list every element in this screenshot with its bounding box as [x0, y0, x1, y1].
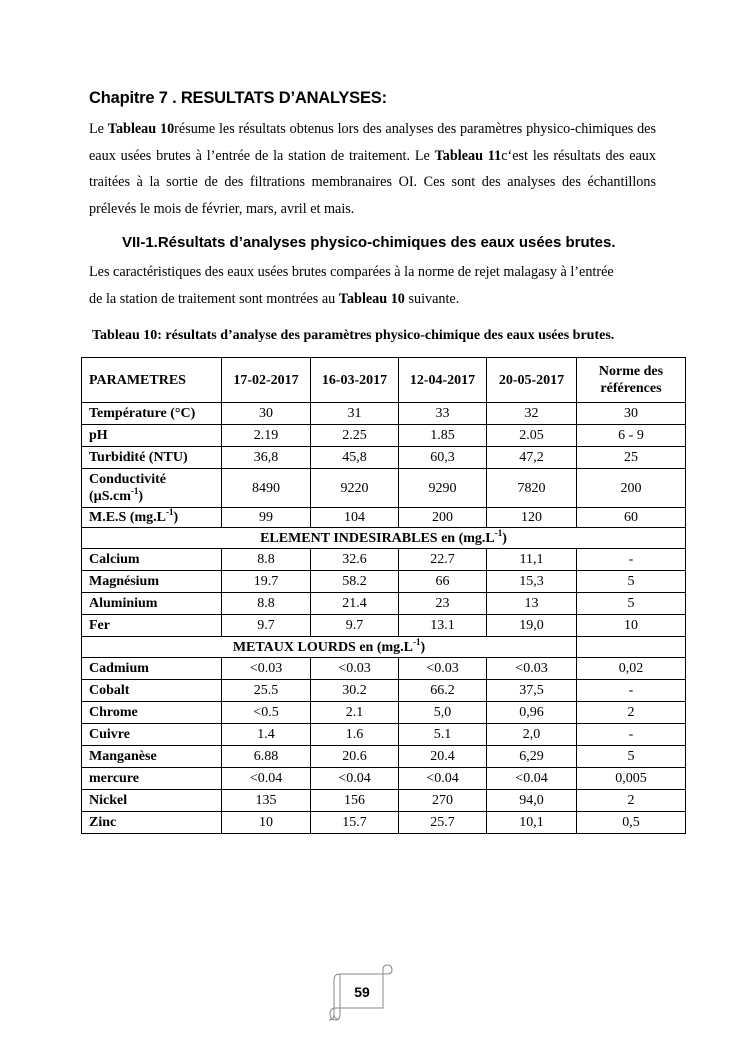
row-label: mercure: [82, 768, 222, 790]
page-number: 59: [354, 984, 370, 1000]
table-cell: 1.85: [399, 425, 487, 447]
row-label: Cadmium: [82, 658, 222, 680]
table-cell: 270: [399, 790, 487, 812]
table-cell: 200: [399, 508, 487, 528]
table-cell: 1.6: [311, 724, 399, 746]
row-label: Température (°C): [82, 403, 222, 425]
table-cell: 66.2: [399, 680, 487, 702]
table-cell: 120: [487, 508, 577, 528]
table-cell: 9220: [311, 469, 399, 508]
table-cell: 25.7: [399, 812, 487, 834]
table-cell: 66: [399, 571, 487, 593]
table-cell: 0,02: [577, 658, 686, 680]
table-cell: 7820: [487, 469, 577, 508]
table-cell: 6,29: [487, 746, 577, 768]
table-cell: 30: [222, 403, 311, 425]
table-cell: 5: [577, 746, 686, 768]
table-cell: 30.2: [311, 680, 399, 702]
table-cell: <0.03: [487, 658, 577, 680]
table-cell: 60: [577, 508, 686, 528]
table-cell: 8490: [222, 469, 311, 508]
table-cell: 32: [487, 403, 577, 425]
table-cell: 45,8: [311, 447, 399, 469]
table-cell: 5: [577, 593, 686, 615]
row-label: M.E.S $(mg.L^{-1})$: [82, 508, 222, 528]
table-cell: 11,1: [487, 549, 577, 571]
table-cell: 15,3: [487, 571, 577, 593]
row-label: pH: [82, 425, 222, 447]
table-caption: Tableau 10: résultats d’analyse des paramètres physico-chimique des eaux usées brutes.: [92, 328, 615, 343]
group1-body: [82, 403, 686, 469]
header-cell: Norme des références: [577, 358, 686, 403]
table-cell: 5,0: [399, 702, 487, 724]
table-cell: -: [577, 724, 686, 746]
table-cell: 32.6: [311, 549, 399, 571]
table-cell: 23: [399, 593, 487, 615]
table-cell: 94,0: [487, 790, 577, 812]
results-table: [81, 357, 686, 834]
table-cell: 5.1: [399, 724, 487, 746]
table-row: [82, 746, 686, 768]
section-row-element-indesirables: [82, 528, 686, 549]
section-paragraph: [89, 259, 656, 312]
table-cell: 21.4: [311, 593, 399, 615]
header-cell: 17-02-2017: [222, 358, 311, 403]
row-label: Cuivre: [82, 724, 222, 746]
header-cell: 20-05-2017: [487, 358, 577, 403]
table-cell: 2.1: [311, 702, 399, 724]
table-cell: 33: [399, 403, 487, 425]
table-cell: 31: [311, 403, 399, 425]
table-cell: 15.7: [311, 812, 399, 834]
row-label: Chrome: [82, 702, 222, 724]
table-cell: 10: [577, 615, 686, 637]
section-line-2: de la station de traitement sont montrées au Tableau 10 suivante.: [89, 290, 460, 307]
table-cell: 6.88: [222, 746, 311, 768]
table-cell: 2.25: [311, 425, 399, 447]
table-cell: 10,1: [487, 812, 577, 834]
table-cell: 20.6: [311, 746, 399, 768]
intro-paragraph: Le Tableau 10résume les résultats obtenus lors des analyses des paramètres physico-chimiques des eaux usées brutes à l’entrée de la station de traitement. Le Tableau 11c‘est les résultats des eaux traitées à la sortie de des filtrations membranaires OI. Ces sont des analyses des échantillons prélevés le mois de février, mars, avril et mais.: [89, 121, 656, 217]
group3-body: [82, 658, 686, 834]
table-cell: 8.8: [222, 549, 311, 571]
section-title: VII-1.Résultats d’analyses physico-chimiques des eaux usées brutes.: [122, 234, 616, 251]
section-empty-cell: [577, 637, 686, 658]
table-cell: 47,2: [487, 447, 577, 469]
table-cell: 22.7: [399, 549, 487, 571]
table-cell: <0.03: [222, 658, 311, 680]
table-cell: 200: [577, 469, 686, 508]
table-cell: 156: [311, 790, 399, 812]
table-row: [82, 724, 686, 746]
table-header-row: [82, 358, 686, 403]
header-cell: 16-03-2017: [311, 358, 399, 403]
table-row: [82, 593, 686, 615]
row-label: Cobalt: [82, 680, 222, 702]
table-row: [82, 812, 686, 834]
table-row: [82, 768, 686, 790]
table-row: [82, 549, 686, 571]
table-cell: 2: [577, 702, 686, 724]
table-cell: 2: [577, 790, 686, 812]
table-cell: 9.7: [311, 615, 399, 637]
table-cell: 20.4: [399, 746, 487, 768]
table-row: [82, 403, 686, 425]
table-cell: -: [577, 549, 686, 571]
row-label: Magnésium: [82, 571, 222, 593]
table-cell: <0.04: [399, 768, 487, 790]
section-line-1: Les caractéristiques des eaux usées brutes comparées à la norme de rejet malagasy à l’entrée: [89, 264, 614, 280]
table-row: [82, 702, 686, 724]
row-label: Fer: [82, 615, 222, 637]
table-cell: 0,5: [577, 812, 686, 834]
section-row-metaux-lourds: [82, 637, 686, 658]
table-cell: 99: [222, 508, 311, 528]
table-row: [82, 790, 686, 812]
table-cell: 10: [222, 812, 311, 834]
table-cell: 1.4: [222, 724, 311, 746]
table-cell: <0.04: [222, 768, 311, 790]
table-row: [82, 615, 686, 637]
table-cell: 60,3: [399, 447, 487, 469]
table-cell: 0,005: [577, 768, 686, 790]
table-cell: 0,96: [487, 702, 577, 724]
row-label: Turbidité (NTU): [82, 447, 222, 469]
table-cell: 2.05: [487, 425, 577, 447]
table-cell: 6 - 9: [577, 425, 686, 447]
table-cell: 37,5: [487, 680, 577, 702]
table-cell: 13: [487, 593, 577, 615]
table-cell: 19,0: [487, 615, 577, 637]
table-row: [82, 469, 686, 508]
table-cell: <0.03: [311, 658, 399, 680]
table-cell: <0.04: [487, 768, 577, 790]
table-row: [82, 508, 686, 528]
row-label: Aluminium: [82, 593, 222, 615]
table-cell: 135: [222, 790, 311, 812]
table-row: [82, 571, 686, 593]
table-cell: 104: [311, 508, 399, 528]
table-cell: 8.8: [222, 593, 311, 615]
table-row: [82, 658, 686, 680]
table-row: [82, 447, 686, 469]
row-label: Calcium: [82, 549, 222, 571]
table-cell: 30: [577, 403, 686, 425]
section-heading: ELEMENT INDESIRABLES en $(mg.L^{-1})$: [82, 528, 686, 549]
section-heading: METAUX LOURDS en $(mg.L^{-1})$: [82, 637, 577, 658]
table-cell: 19.7: [222, 571, 311, 593]
row-label: Manganèse: [82, 746, 222, 768]
group2-body: [82, 549, 686, 637]
table-cell: 58.2: [311, 571, 399, 593]
table-cell: <0.04: [311, 768, 399, 790]
table-cell: 9290: [399, 469, 487, 508]
table-cell: 36,8: [222, 447, 311, 469]
table-cell: -: [577, 680, 686, 702]
table-cell: 9.7: [222, 615, 311, 637]
table-cell: 2.19: [222, 425, 311, 447]
table-cell: 2,0: [487, 724, 577, 746]
table-row: [82, 680, 686, 702]
header-cell: PARAMETRES: [82, 358, 222, 403]
header-cell: 12-04-2017: [399, 358, 487, 403]
table-row: [82, 425, 686, 447]
table-cell: 13.1: [399, 615, 487, 637]
table-cell: 5: [577, 571, 686, 593]
row-label: Conductivité $(\mu S.cm^{-1})$: [82, 469, 222, 508]
row-label: Nickel: [82, 790, 222, 812]
table-cell: 25: [577, 447, 686, 469]
table-cell: <0.5: [222, 702, 311, 724]
chapter-title: Chapitre 7 . RESULTATS D’ANALYSES:: [89, 89, 387, 107]
row-label: Zinc: [82, 812, 222, 834]
table-cell: 25.5: [222, 680, 311, 702]
table-cell: <0.03: [399, 658, 487, 680]
